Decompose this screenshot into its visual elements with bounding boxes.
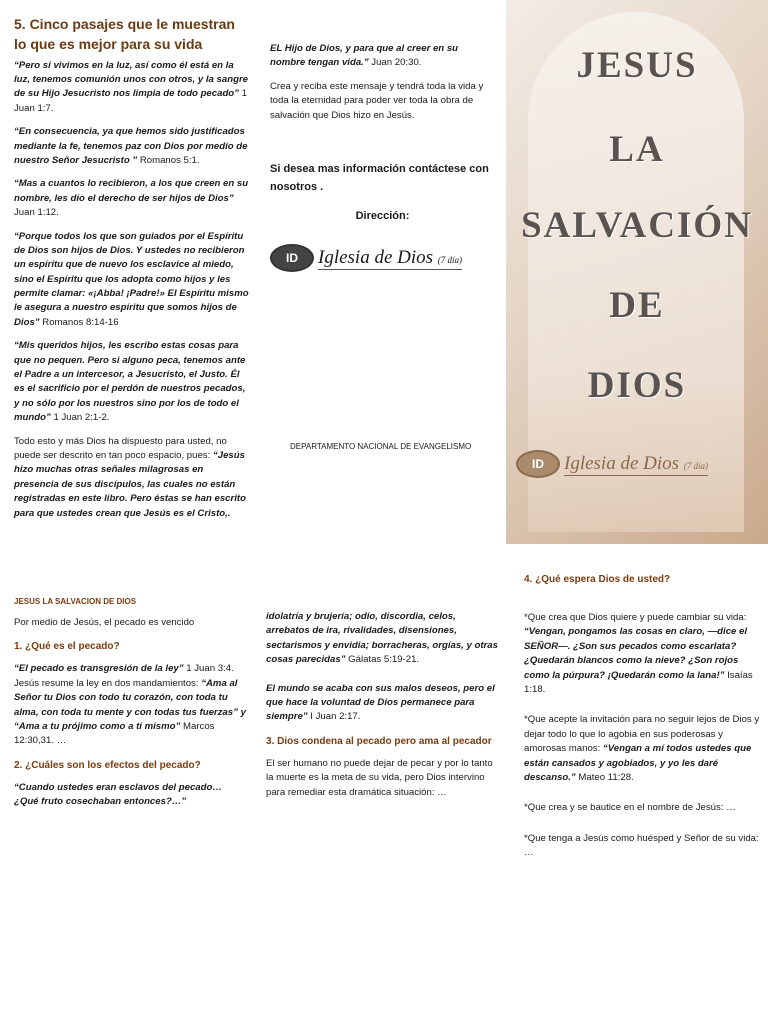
passage-3: “Mas a cuantos lo recibieron, a los que creen en su nombre, les dio el derecho de ser hijos de Dios” Juan 1:12. — [14, 178, 249, 219]
passage-2: “En consecuencia, ya que hemos sido justificados mediante la fe, tenemos paz con Dios por medio de nuestro Señor Jesucristo ” Romanos 5:1. — [14, 126, 248, 166]
expectation-3: *Que crea y se bautice en el nombre de Jesús: … — [524, 802, 736, 814]
cover-title-3: SALVACIÓN — [521, 205, 753, 246]
condemn-column — [266, 610, 501, 809]
department-name: DEPARTAMENTO NACIONAL DE EVANGELISMO — [290, 442, 472, 451]
church-logo — [270, 244, 462, 272]
expectation-2: *Que acepte la invitación para no seguir lejos de Dios y dejar todo lo que lo agobia en sus poderosas y amorosas manos: “Vengan a mí todos ustedes que están cansados y agobiados, y yo les daré descanso.” Mateo 11:28. — [524, 714, 760, 783]
inner-heading: JESUS LA SALVACION DE DIOS — [14, 597, 137, 606]
section-2-title: 2. ¿Cuáles son los efectos del pecado? — [14, 759, 201, 771]
cover-logo — [516, 450, 708, 478]
galatians-quote: idolatría y brujería; odio, discordia, celos, arrebatos de ira, rivalidades, disensiones, sectarismos y envidia; borracheras, orgías, y otras cosas parecidas” Gálatas 5:19-21. — [266, 611, 498, 666]
believe-paragraph: Crea y reciba este mensaje y tendrá toda la vida y toda la eternidad para poder ver toda la obra de salvación que Dios hizo en Jesús. — [270, 80, 484, 121]
section-4-title: 4. ¿Qué espera Dios de usted? — [524, 574, 671, 585]
section-3-title: 3. Dios condena al pecado pero ama al pecador — [266, 735, 492, 747]
contact-column — [270, 42, 495, 225]
logo-name: Iglesia de Dios — [318, 246, 434, 268]
passage-4: “Porque todos los que son guiados por el Espíritu de Dios son hijos de Dios. Y ustedes no recibieron un espíritu que de nuevo los esclavice al miedo, sino el Espíritu que los adopta como hijos y les permite clamar: «¡Abba! ¡Padre!» El Espíritu mismo le asegura a nuestro espíritu que somos hijos de Dios” Romanos 8:14-16 — [14, 230, 249, 328]
sin-effects: “Cuando ustedes eran esclavos del pecado… ¿Qué fruto cosechaban entonces?…” — [14, 781, 222, 808]
cover-title-4: DE — [609, 285, 665, 326]
john-20-quote: EL Hijo de Dios, y para que al creer en su nombre tengan vida.” Juan 20:30. — [270, 43, 459, 69]
sin-column — [14, 596, 249, 819]
expectations-column — [524, 566, 764, 869]
logo-sub: (7 día) — [437, 254, 463, 265]
passage-5: “Mis queridos hijos, les escribo estas cosas para que no pequen. Pero si alguno peca, tenemos ante el Padre a un intercesor, a Jesucristo, el Justo. Él es el sacrificio por el perdón de nuestros pecados, y no sólo por los nuestros sino por los de todo el mundo” 1 Juan 2:1-2. — [14, 340, 246, 424]
logo-emblem-icon: ID — [516, 450, 560, 478]
sin-definition: “El pecado es transgresión de la ley” 1 Juan 3:4. Jesús resume la ley en dos mandamientos: “Ama al Señor tu Dios con todo tu corazón, con toda tu alma, con toda tu mente y con todas tus fuerzas” y “Ama a tu prójimo como a ti mismo” Marcos 12:30,31. … — [14, 663, 246, 747]
section-5-title: 5. Cinco pasajes que le muestran lo que es mejor para su vida — [14, 16, 235, 53]
expectation-1: *Que crea que Dios quiere y puede cambiar su vida: “Vengan, pongamos las cosas en claro, —dice el SEÑOR—. ¿Son sus pecados como escarlata? ¿Quedarán blancos como la nieve? ¿Son rojos como la púrpura? ¡Quedarán como la lana!” Isaías 1:18. — [524, 612, 753, 695]
cover-title-5: DIOS — [587, 365, 687, 406]
closing-paragraph: Todo esto y más Dios ha dispuesto para usted, no puede ser descrito en tan poco espacio, pues: “Jesús hizo muchas otras señales milagrosas en presencia de sus discípulos, las cuales no están registradas en este libro. Pero éstas se han escrito para que ustedes crean que Jesús es el Cristo,. — [14, 435, 246, 519]
section-1-title: 1. ¿Qué es el pecado? — [14, 641, 120, 653]
cover-title-2: LA — [609, 129, 665, 170]
contact-text: Si desea mas información contáctese con nosotros . — [270, 162, 489, 193]
logo-sub: (7 día) — [683, 460, 709, 471]
expectation-4: *Que tenga a Jesús como huésped y Señor de su vida: … — [524, 832, 759, 859]
passage-1: “Pero si vivimos en la luz, así como él está en la luz, tenemos comunión unos con otros, y la sangre de su Hijo Jesucristo nos limpia de todo pecado” 1 Juan 1:7. — [14, 59, 249, 114]
inner-subtitle: Por medio de Jesús, el pecado es vencido — [14, 617, 195, 628]
cover-title-1: JESUS — [576, 45, 698, 86]
address-label: Dirección: — [355, 210, 410, 223]
logo-emblem-icon: ID — [270, 244, 314, 272]
cover-panel — [506, 0, 768, 544]
world-quote: El mundo se acaba con sus malos deseos, pero el que hace la voluntad de Dios permanece para siempre” I Juan 2:17. — [266, 682, 495, 723]
passages-column — [14, 14, 250, 530]
logo-name: Iglesia de Dios — [564, 452, 680, 474]
condemn-paragraph: El ser humano no puede dejar de pecar y por lo tanto la muerte es la meta de su vida, pero Dios intervino para remediar esta dramática situación: … — [266, 757, 493, 798]
